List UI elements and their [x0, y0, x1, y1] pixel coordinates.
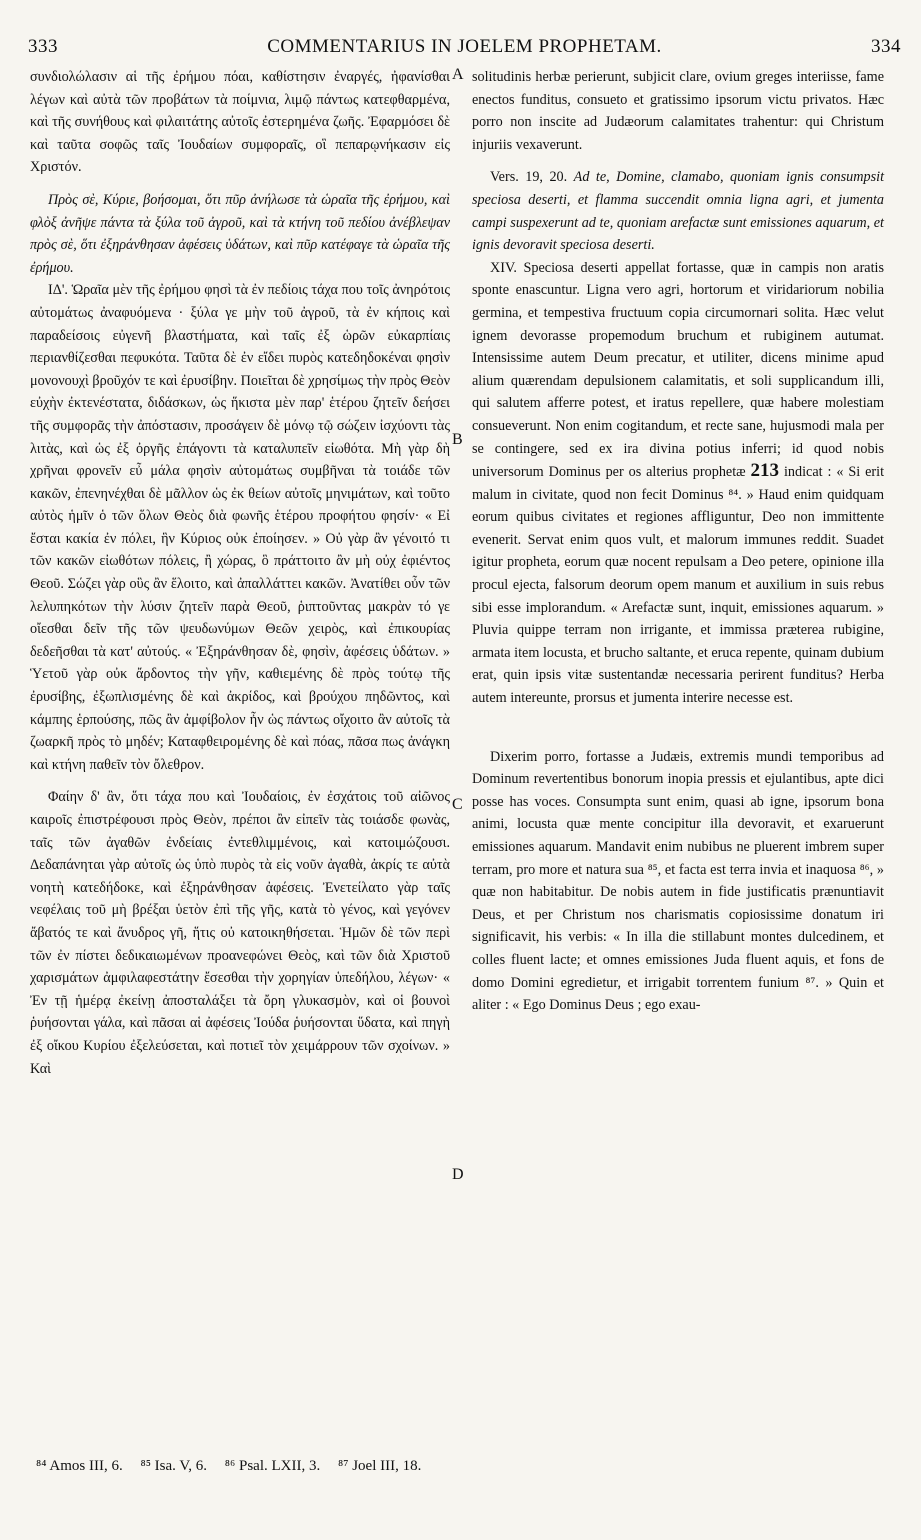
margin-letter-a: A [452, 66, 464, 83]
latin-text-part: XIV. Speciosa deserti appellat fortasse, quæ in campis non aratis sponte enascuntur. Ligna vero agri, hortorum et viridariorum nobilia germina, et tempestiva fructuum copia circumornari solita. Hæc velut ignem devorasse propemodum bruchum et rubiginem autumat. Intensissime autem Deum precatur, et utiliter, dicens minime apud alium quærendam depulsionem calamitatis, et soli supplicandum illi, qui salutem afferre potest, et iratus repellere, quæ habere molestiam consueverunt. Non enim cogitandum, et recte sane, hujusmodi mala per se contingere, sed ex ira divina potius inferri; id quod nobis universorum Dominus per os alterius prophetæ [472, 259, 884, 481]
page-number-left: 333 [28, 36, 58, 57]
latin-verse-lemma [472, 166, 884, 256]
footnote: ⁸⁷ Joel III, 18. [338, 1458, 422, 1474]
verse-label: Vers. 19, 20. [490, 169, 568, 186]
greek-paragraph: συνδιολώλασιν αἱ τῆς ἐρήμου πόαι, καθίστησιν ἐναργές, ἠφανίσθαι λέγων καὶ αὐτὰ τῶν προβάτων τὰ ποίμνια, λιμῷ πάντως κατεφθαρμένα, καὶ τῆς συνήθους καὶ φιλαιτάτης αὐτοῖς ἐστερημένα ζωῆς. Ἐφαρμόσει δὲ καὶ ταῦτα σοφῶς ταῖς Ἰουδαίων συμφοραῖς, οἳ πεπαρῳνήκασιν εἰς Χριστόν. [30, 69, 450, 176]
verse-text: Ad te, Domine, clamabo, quoniam ignis consumpsit speciosa deserti, et flamma succendit omnia ligna agri, et jumenta campi suspexerunt ad te, quoniam arefactæ sunt emissiones aquarum, et ignis devoravit speciosa deserti. [472, 169, 885, 254]
footnotes [36, 1458, 891, 1475]
latin-paragraph [472, 257, 884, 710]
footnote: ⁸⁶ Psal. LXII, 3. [224, 1458, 321, 1474]
running-title: COMMENTARIUS IN JOELEM PROPHETAM. [267, 36, 662, 57]
margin-section-letters [452, 66, 470, 1183]
margin-letter-c: C [452, 796, 463, 813]
greek-paragraph: ΙΔ'. Ὡραῖα μὲν τῆς ἐρήμου φησὶ τὰ ἐν πεδίοις τάχα που τοῖς ἀνηρότοις αὐτομάτως ἀναφυόμενα · ξύλα γε μὴν τοῦ ἀγροῦ, τὰ ἐν κήποις καὶ παραδείσοις εὐγενῆ βλαστήματα, καὶ ταῖς ἐξ ὡρῶν εὐκαρπίαις περιανθίζεσθαι πεφυκότα. Ταῦτα δὲ ἐν εἴδει πυρὸς κατεδηδοκέναι φησὶν μονονουχὶ βροῦχόν τε καὶ ἐρυσίβην. Ποιεῖται δὲ χρησίμως τὴν πρὸς Θεὸν εὐχὴν ἐκτενέστατα, διδάσκων, ὡς ἥκιστα μὲν παρ' ἑτέρου ζητεῖν δεήσει τῆς συμφορᾶς τὴν ἀπόστασιν, προσάγειν δὲ μόνῳ τῷ σώζειν ἰσχύοντι τὰς λιτὰς, καὶ ὡς ἐξ ὀργῆς ἐπάγοντι τὰ καταλυπεῖν εἰωθότα. Μὴ γὰρ δὴ χρῆναι φρονεῖν εὖ μάλα φησὶν αὐτομάτως συμβῆναι τὰ τοιάδε τῶν κακῶν, ἐπενηνέχθαι δὲ μᾶλλον ὡς ἐκ θείων αὐτοῖς μηνιμάτων, καὶ τοῦτο αὐτὸς ἡμῖν ὁ τῶν ὅλων Θεὸς διὰ φωνῆς ἑτέρου προφήτου φησίν· « Εἰ ἔσται κακία ἐν πόλει, ἣν Κύριος οὐκ ἐποίησεν. » Οὐ γὰρ ἂν γένοιτό τι τῶν κακῶν εἰωθότων πόλεις, ἢ χώρας, ὃ πράττοιτο ἂν μὴ οὐχ ἐφιέντος Θεοῦ. Σώζει γὰρ οὓς ἂν ἕλοιτο, καὶ ἀπαλλάττει κακῶν. Ἀνατίθει οὖν τῶν λελυπηκότων τὴν λύσιν ζητεῖν παρὰ Θεοῦ, ῥιπτοῦντας μακρὰν τό γε οἴεσθαι δεῖν τῆς τῶν ψευδωνύμων Θεῶν χειρὸς, καὶ ἐπικουρίας δεδεῆσθαι τὰ κατ' αὐτούς. « Ἐξηράνθησαν δὲ, φησὶν, ἀφέσεις ὑδάτων. » Ὑετοῦ γὰρ οὐκ ἄρδοντος τὴν γῆν, καθιεμένης δὲ πρὸς τούτῳ τῆς ἐρυσίβης, ἐξωπλισμένης δὲ καὶ ἀκρίδος, καὶ βρούχου πηδῶντος, καὶ κάμπης ἑρπούσης, πῶς ἂν ἀμφίβολον ἦν ὡς πάντως οἴχοιτο ἂν αὐτοῖς τὰ ζωαρκῆ πρὸς τὸ μηδέν; Καταφθειρομένης δὲ καὶ πόας, πᾶσα πως ἀνάγκη καὶ κτήνη παθεῖν τὸν ὄλεθρον. [30, 282, 450, 773]
footnote: ⁸⁵ Isa. V, 6. [140, 1458, 208, 1474]
greek-scripture-lemma: Πρὸς σὲ, Κύριε, βοήσομαι, ὅτι πῦρ ἀνήλωσε τὰ ὡραῖα τῆς ἐρήμου, καὶ φλὸξ ἀνῆψε πάντα τὰ ξύλα τοῦ ἀγροῦ, καὶ τὰ κτήνη τοῦ πεδίου ἀνέβλεψαν πρὸς σὲ, ὅτι ἐξηράνθησαν ἀφέσεις ὑδάτων, καὶ πῦρ κατέφαγε τὰ ὡραῖα τῆς ἐρήμου. [30, 191, 450, 276]
latin-column [472, 66, 884, 1017]
latin-text-part: indicat : « Si erit malum in civitate, quod non fecit Dominus ⁸⁴. » Haud enim quidquam eorum quibus civitates et regiones affliguntur, Deo non immittente evenerit. Servat enim quos vult, et malorum immunes reddit. Suadet igitur propheta, eorum quæ nocent repulsam a Deo petere, opinione illa procul ejecta, falsorum deorum opem manum et auxilium in suis rebus sibi esse implorandum. « Arefactæ sunt, inquit, emissiones aquarum. » Pluvia quippe terram non irrigante, et immissa præterea rubigine, armata item locusta, et brucho saltante, et eruca repente, quinam dubium erat, quin ipsis vitæ sustentandæ necessaria perirent funditus? Herba autem intereunte, prorsus et jumenta interire necesse est. [472, 464, 885, 707]
greek-column [30, 66, 450, 1080]
latin-paragraph: Dixerim porro, fortasse a Judæis, extremis mundi temporibus ad Dominum revertentibus bonorum inopia pressis et ejulantibus, apte dici posse has voces. Consumpta sunt enim, quasi ab igne, ipsorum bona animi, locusta quæ mente concipitur illa devoravit, et exaruerunt emissiones aquarum. Mandavit enim nubibus ne pluerent imbrem super terram, pro more et natura sua ⁸⁵, et facta est terra invia et inaquosa ⁸⁶, » quæ non habitabitur. De nobis autem in fide justificatis prænuntiavit Deus, et per Christum nos charismatis copiosissime donatum iri significavit, his verbis: « In illa die stillabunt montes dulcedinem, et colles fluent lacte; et omnes emissiones Juda fluent aquis, et fons de domo Domini egredietur, et irrigabit torrentem funium ⁸⁷. » Quin et aliter : « Ego Dominus Deus ; ego exau- [472, 748, 884, 1014]
greek-paragraph: Φαίην δ' ἂν, ὅτι τάχα που καὶ Ἰουδαίοις, ἐν ἐσχάτοις τοῦ αἰῶνος καιροῖς ἐπιστρέφουσι πρὸς Θεὸν, πρέποι ἂν εἰπεῖν τὰς τοιάσδε φωνὰς, ταῖς τῶν ἀγαθῶν ἐνδείαις ἐντεθλιμμένοις, καὶ κατοιμώζουσι. Δεδαπάνηται γὰρ αὐτοῖς ὡς ὑπὸ πυρὸς τὰ εἰς νοῦν ἀγαθὰ, ἀκρίς τε αὐτὰ νοητὴ κατεδήδοκε, καὶ ἐξηράνθησαν ἀφέσεις. Ἐνετείλατο γὰρ ταῖς νεφέλαις τοῦ μὴ βρέξαι ὑετὸν ἐπὶ τῆς γῆς, κατὰ τὸ γένος, καὶ γεγόνεν ἄβατός τε καὶ ἄνυδρος γῆ, ἥτις οὐ κατοικηθήσεται. Ἡμῶν δὲ τῶν περὶ τῶν ἐν πίστει δεδικαιωμένων προανεφώνει Θεὸς, καὶ τῶν διὰ Χριστοῦ χαρισμάτων ἀμφιλαφεστάτην ἔσεσθαι τὴν χορηγίαν ὑπεδήλου, λέγων· « Ἐν τῇ ἡμέρᾳ ἐκείνῃ ἀποσταλάξει τὰ ὄρη γλυκασμὸν, καὶ οἱ βουνοὶ ῥυήσονται γάλα, καὶ πᾶσαι αἱ ἀφέσεις Ἰούδα ῥυήσονται ὕδατα, καὶ πηγὴ ἐξ οἴκου Κυρίου ἐξελεύσεται, καὶ ποτιεῖ τὸν χειμάρρουν τῶν σχοίνων. » Καὶ [30, 789, 450, 1077]
running-header [28, 36, 901, 62]
latin-paragraph: solitudinis herbæ perierunt, subjicit clare, ovium greges interiisse, fame enectos funditus, consueto et gratissimo ipsorum victu privatos. Hæc porro non inscite ad Judæorum calamitates trahentur: qui Christum injuriis vexaverunt. [472, 69, 884, 153]
margin-letter-b: B [452, 431, 463, 448]
margin-letter-d: D [452, 1166, 464, 1183]
page-number-right: 334 [871, 36, 901, 57]
footnote: ⁸⁴ Amos III, 6. [36, 1458, 123, 1474]
column-number: 213 [750, 460, 780, 482]
